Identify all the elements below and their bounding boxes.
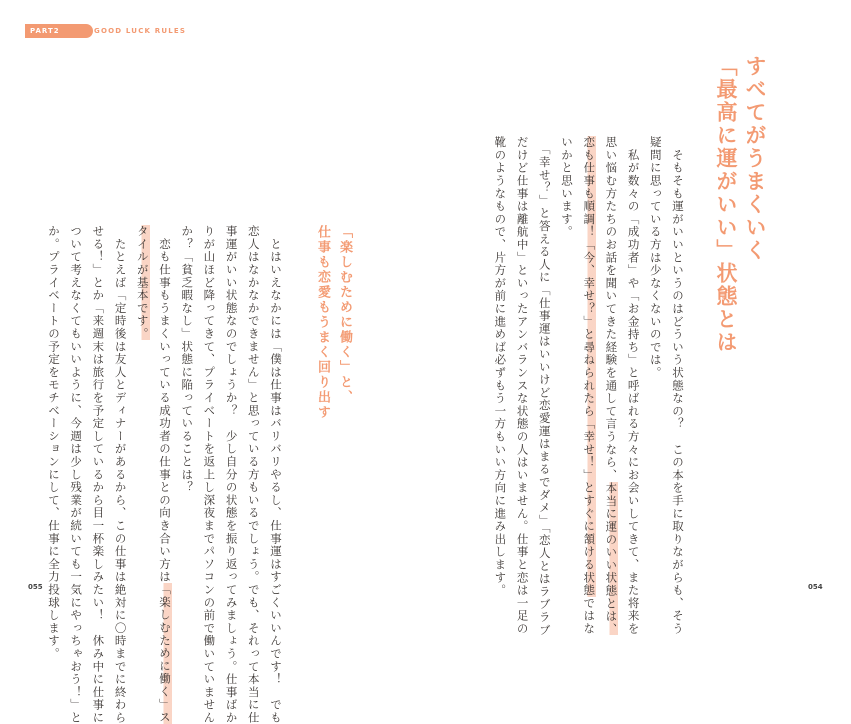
running-header-title: GOOD LUCK RULES [94, 27, 187, 35]
part-label: PART2 [30, 27, 60, 35]
body-text: 思い悩む方たちのお話を聞いてきた経験を通して言うなら、 [604, 136, 619, 482]
body-line: か。プライベートの予定をモチベーションにして、仕事に全力投球します。 [46, 225, 61, 661]
body-line: いかと思います。 [559, 136, 574, 239]
body-line: 事運がいい状態なのでしょうか？ 少し自分の状態を振り返ってみましょう。仕事ばか [224, 225, 239, 724]
subheading-line-2: 仕事も恋愛もうまく回り出す [315, 225, 330, 420]
highlighted-text: 本当に運のいい状態とは、 [604, 481, 619, 636]
body-line: か？「貧乏暇なし」状態に陥っていることは？ [180, 225, 195, 494]
left-page-body [43, 225, 287, 724]
heading-line-2: 「最高に運がいい」状態とは [714, 55, 738, 354]
body-line: 疑問に思っている方は少なくないのでは。 [648, 136, 663, 380]
body-line: 恋人はなかなかできません」と思っている方もいるでしょう。でも、それって本当に仕 [246, 225, 261, 724]
body-line: ついて考えなくてもいいように、今週は少し残業が続いても一気にやっちゃおう！」と [69, 225, 84, 724]
highlighted-text: 恋も仕事も順調！「今、幸せ？」と尋ねられたら「幸せ！」とすぐに頷ける状態 [582, 136, 597, 597]
page-number-left: 055 [28, 583, 43, 591]
body-line: 靴のようなもので、片方が前に進めば必ずもう一方もいい方向に進み出します。 [493, 136, 508, 597]
body-line [600, 136, 622, 636]
subheading-line-1: 「楽しむために働く」と、 [337, 225, 352, 405]
body-line: 私が数々の「成功者」や「お金持ち」と呼ばれる方々にお会いしてきて、また将来を [626, 136, 641, 636]
body-line: せる！」とか「来週末は旅行を予定しているから目一杯楽しみたい！ 休み中に仕事に [91, 225, 106, 724]
body-line: 「幸せ？」と答える人に「仕事運はいいけど恋愛運はまるでダメ」「恋人とはラブラブ [537, 136, 552, 637]
body-line: りが山ほど降ってきて、プライベートを返上し深夜までパソコンの前で働いていません [202, 225, 217, 724]
body-line [154, 225, 176, 724]
body-line: とはいえなかには「僕は仕事はバリバリやるし、仕事運はすごくいいんです！ でも [269, 225, 283, 724]
highlighted-text: 「楽しむために働く」ス [157, 583, 172, 724]
body-line: たとえば「定時後は友人とディナーがあるから、この仕事は絶対に〇時までに終わら [113, 225, 128, 724]
body-line: そもそも運がいいというのはどういう状態なの？ この本を手に取りながらも、そう [671, 136, 685, 636]
body-line [132, 225, 154, 565]
body-text: 恋も仕事もうまくいっている成功者の仕事との向き合い方は [157, 225, 172, 584]
body-line: だけど仕事は離航中」といったアンバランスな状態の人はいません。仕事と恋は一足の [515, 136, 530, 636]
right-page-body [489, 136, 689, 637]
body-line [578, 136, 600, 636]
page-heading [711, 55, 769, 355]
heading-line-1: すべてがうまくいく [743, 55, 767, 262]
page-number-right: 054 [808, 583, 823, 591]
section-subheading [311, 225, 355, 525]
body-text: ではな [582, 596, 597, 636]
highlighted-text: タイルが基本です。 [135, 225, 150, 341]
